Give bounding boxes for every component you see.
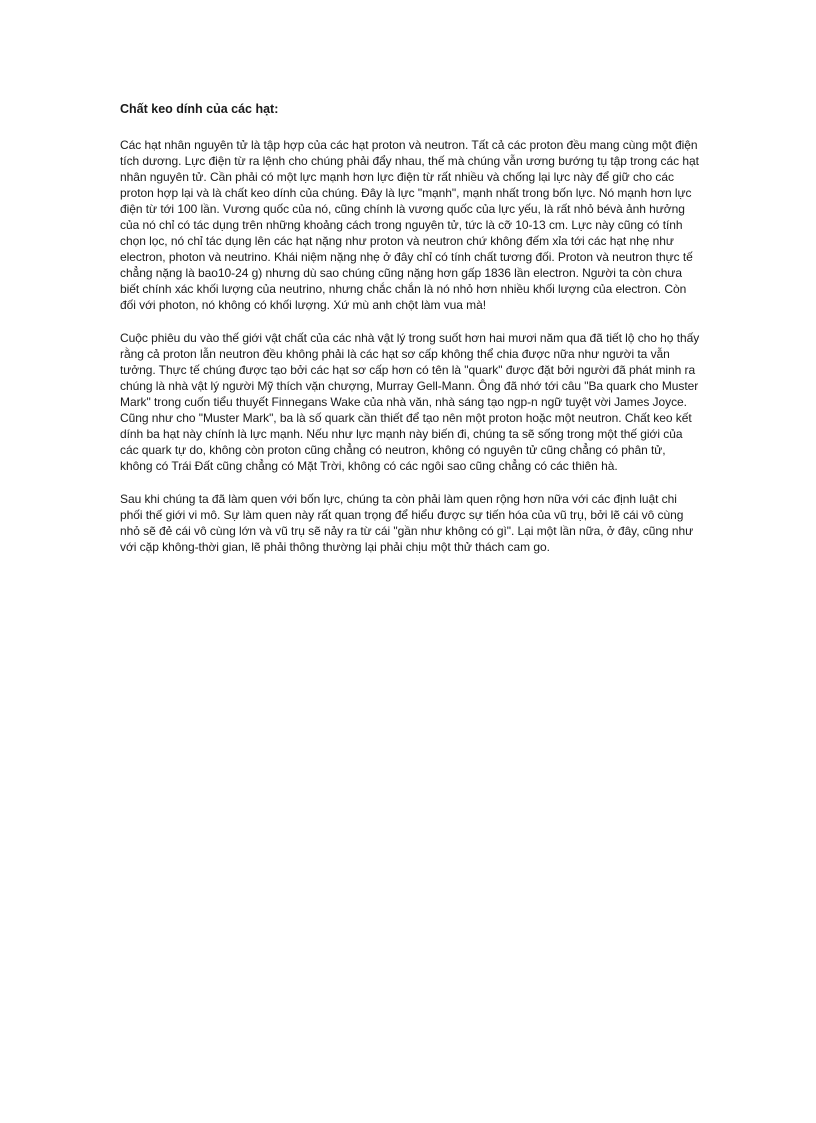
paragraph-micro-world: Sau khi chúng ta đã làm quen với bốn lực, chúng ta còn phải làm quen rộng hơn nữa với các định luật chi phối thế giới vi mô. Sự làm quen này rất quan trọng để hiểu được sự tiến hóa của vũ trụ, bởi lẽ cái vô cùng nhỏ sẽ đẻ cái vô cùng lớn và vũ trụ sẽ nảy ra từ cái "gần như không có gì". Lại một lần nữa, ở đây, cũng như với cặp không-thời gian, lẽ phải thông thường lại phải chịu một thử thách cam go. <box>120 492 694 554</box>
section-heading: Chất keo dính của các hạt: <box>120 102 279 116</box>
paragraph-quarks: Cuộc phiêu du vào thế giới vật chất của các nhà vật lý trong suốt hơn hai mươi năm qua đã tiết lộ cho họ thấy rằng cả proton lẫn neutron đều không phải là các hạt sơ cấp không thể chia được nữa như người ta vẫn tưởng. Thực tế chúng được tạo bởi các hạt sơ cấp hơn có tên là "quark" được đặt bởi người đã phát minh ra chúng là nhà vật lý người Mỹ thích vặn chượng, Murray Gell-Mann. Ông đã nhớ tới câu "Ba quark cho Muster Mark" trong cuốn tiểu thuyết Finnegans Wake của nhà văn, nhà sáng tạo ngp-n ngữ tuyệt vời James Joyce. Cũng như cho "Muster Mark", ba là số quark cần thiết để tạo nên một proton hoặc một neutron. Chất keo kết dính ba hạt này chính là lực mạnh. Nếu như lực mạnh này biến đi, chúng ta sẽ sống trong một thế giới của các quark tự do, không còn proton cũng chẳng có neutron, không có nguyên tử cũng chẳng có phân tử, không có Trái Đất cũng chẳng có Mặt Trời, không có các ngôi sao cũng chẳng có các thiên hà. <box>120 331 700 473</box>
document-page <box>120 101 700 572</box>
paragraph-strong-force: Các hạt nhân nguyên tử là tập hợp của các hạt proton và neutron. Tất cả các proton đều mang cùng một điện tích dương. Lực điện từ ra lệnh cho chúng phải đẩy nhau, thế mà chúng vẫn ương bướng tụ tập trong các hạt nhân nguyên tử. Cần phải có một lực mạnh hơn lực điện từ rất nhiều và chống lại lực này để giữ cho các proton hợp lại và là chất keo dính của chúng. Đây là lực "mạnh", mạnh nhất trong bốn lực. Nó mạnh hơn lực điện từ tới 100 lần. Vương quốc của nó, cũng chính là vương quốc của lực yếu, là rất nhỏ bévà ảnh hưởng của nó chỉ có tác dụng trên những khoảng cách trong nguyên tử, tức là cỡ 10-13 cm. Lực này cũng có tính chọn lọc, nó chỉ tác dụng lên các hạt nặng như proton và neutron chứ không đếm xỉa tới các hạt nhẹ như electron, photon và neutrino. Khái niệm nặng nhẹ ở đây chỉ có tính chất tương đối. Proton và neutron thực tế chẳng nặng là bao10-24 g) nhưng dù sao chúng cũng nặng hơn gấp 1836 lần electron. Người ta còn chưa biết chính xác khối lượng của neutrino, nhưng chắc chắn là nó nhỏ hơn nhiều khối lượng của electron. Còn đối với photon, nó không có khối lượng. Xứ mù anh chột làm vua mà! <box>120 138 699 312</box>
